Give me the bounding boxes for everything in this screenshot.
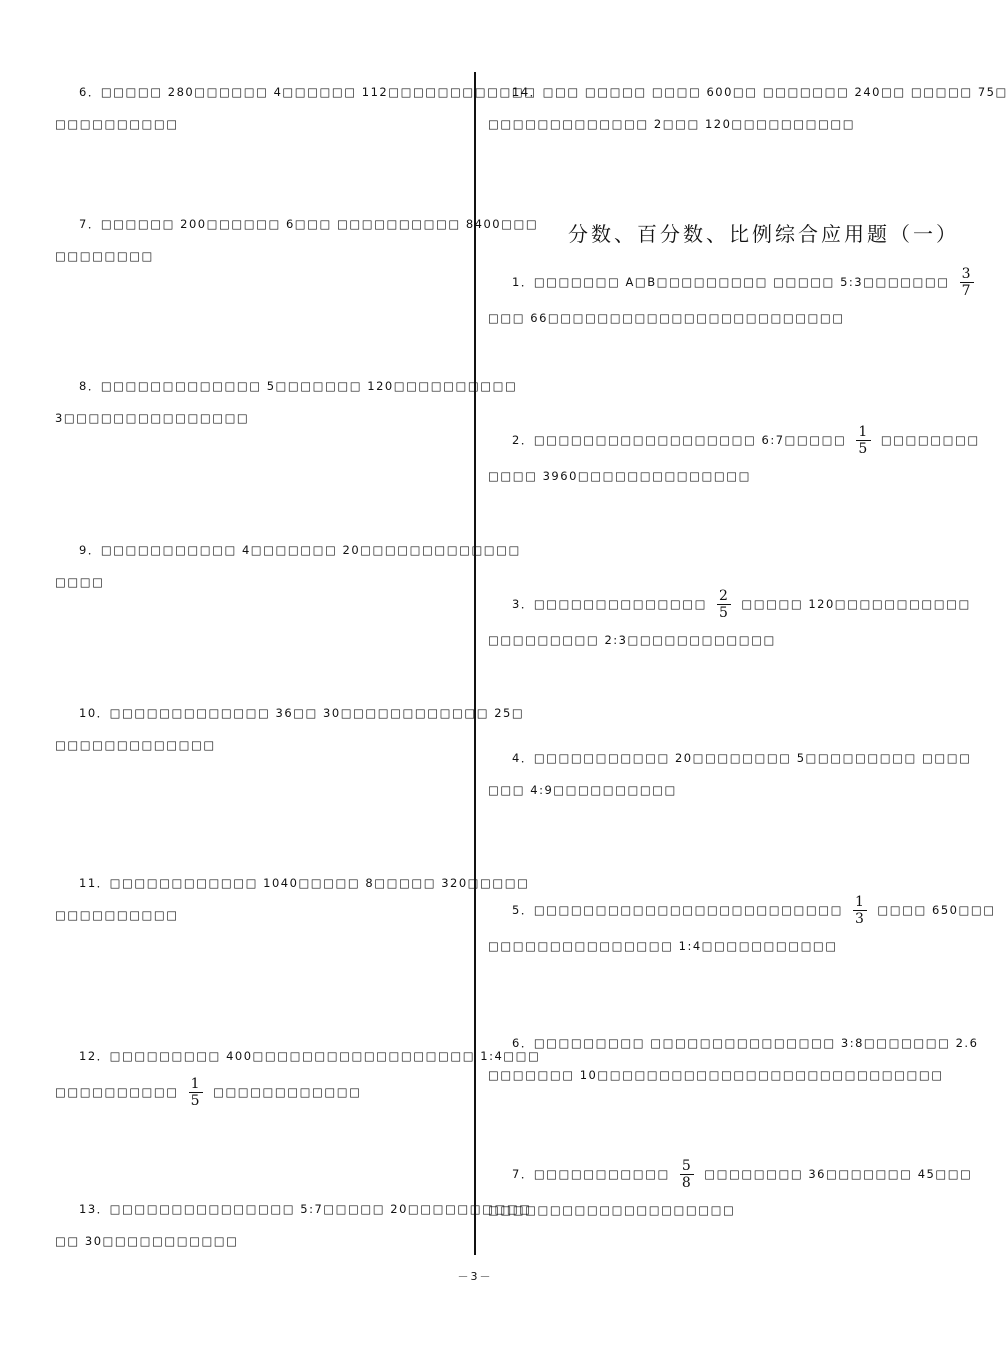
section-title: 分数、百分数、比例综合应用题（一） — [568, 222, 959, 246]
question-line: □□□□ — [55, 575, 105, 589]
question-line: 4．□□□□□□□□□□□ 20□□□□□□□□ 5□□□□□□□□□ □□□□ — [512, 751, 972, 765]
fraction-denominator: 8 — [681, 1175, 693, 1191]
question-text: 2．□□□□□□□□□□□□□□□□□□ 6:7□□□□□ — [512, 433, 847, 447]
question-line: □□□□□□□□□□□□□□□□□□□□ — [488, 1203, 736, 1217]
question-text: □□□□□□□□ 36□□□□□□□ 45□□□ — [704, 1167, 973, 1181]
question-line — [488, 584, 971, 624]
question-line: □□□□□□□□□ 2:3□□□□□□□□□□□□ — [488, 633, 776, 647]
fraction-numerator: 3 — [961, 266, 973, 282]
question-13-left — [55, 1193, 532, 1257]
question-line: □□□□□□□ 10□□□□□□□□□□□□□□□□□□□□□□□□□□□□ — [488, 1068, 944, 1082]
question-line — [55, 1072, 540, 1112]
question-line: 14．□□□ □□□□□ □□□□ 600□□ □□□□□□□ 240□□ □□□□□ 75□ — [512, 85, 1008, 99]
question-7-right — [488, 1154, 972, 1226]
question-line: □□□□□□□□□□ — [55, 117, 179, 131]
question-line: 12．□□□□□□□□□ 400□□□□□□□□□□□□□□□□□□ 1:4□□□ — [79, 1049, 541, 1063]
fraction — [856, 424, 870, 457]
fraction-numerator: 1 — [854, 894, 866, 910]
question-line: □□□□□□□□□□□□□ — [55, 738, 216, 752]
question-2-right — [488, 420, 980, 492]
question-line: 10．□□□□□□□□□□□□□ 36□□ 30□□□□□□□□□□□□ 25□ — [79, 706, 525, 720]
question-1-right — [488, 262, 984, 334]
question-line: □□□ 4:9□□□□□□□□□□ — [488, 783, 677, 797]
fraction-denominator: 7 — [961, 283, 973, 299]
question-line: □□□□□□□□□□□□□□□ 1:4□□□□□□□□□□□ — [488, 939, 838, 953]
fraction-numerator: 1 — [858, 424, 869, 440]
question-line — [488, 1154, 972, 1194]
fraction-denominator: 5 — [718, 605, 730, 621]
question-line: 11．□□□□□□□□□□□□ 1040□□□□□ 8□□□□□ 320□□□□□ — [79, 876, 530, 890]
question-11-left — [55, 867, 530, 931]
question-line: 3□□□□□□□□□□□□□□□ — [55, 411, 250, 425]
question-text: □□□□□□□□□□□□ — [213, 1085, 362, 1099]
question-line: 8．□□□□□□□□□□□□□ 5□□□□□□□ 120□□□□□□□□□□ — [79, 379, 518, 393]
fraction — [853, 894, 867, 927]
fraction-numerator: 5 — [681, 1158, 693, 1174]
question-line — [488, 890, 996, 930]
question-text: □□□□□ 120□□□□□□□□□□□ — [741, 597, 971, 611]
question-line: □□□ 66□□□□□□□□□□□□□□□□□□□□□□□□ — [488, 311, 845, 325]
question-text: □□□□ 650□□□ — [877, 903, 996, 917]
fraction — [189, 1076, 203, 1109]
question-6-left — [55, 76, 537, 140]
fraction — [717, 588, 731, 621]
question-line: 13．□□□□□□□□□□□□□□□ 5:7□□□□□ 20□□□□□□□□□□ — [79, 1202, 532, 1216]
question-line — [488, 420, 980, 460]
question-text: 3．□□□□□□□□□□□□□□ — [512, 597, 707, 611]
question-line — [488, 262, 984, 302]
question-line: 6．□□□□□ 280□□□□□□ 4□□□□□□ 112□□□□□□□□□□□□ — [79, 85, 537, 99]
question-10-left — [55, 697, 524, 761]
question-8-left — [55, 370, 517, 434]
question-text: □□□□□□□□ — [880, 433, 980, 447]
question-text: 1．□□□□□□□ A□B□□□□□□□□□ □□□□□ 5:3□□□□□□□ — [512, 275, 950, 289]
fraction-denominator: 3 — [854, 911, 866, 927]
question-6-right — [488, 1027, 978, 1091]
question-12-left — [55, 1040, 540, 1112]
fraction — [960, 266, 974, 299]
question-text: 5．□□□□□□□□□□□□□□□□□□□□□□□□□ — [512, 903, 843, 917]
fraction-numerator: 1 — [190, 1076, 202, 1092]
question-14-right — [488, 76, 1008, 140]
question-3-right — [488, 584, 971, 656]
question-line: □□ 30□□□□□□□□□□□ — [55, 1234, 239, 1248]
fraction-numerator: 2 — [718, 588, 730, 604]
question-text: □□□□□□□□□□ — [55, 1085, 179, 1099]
question-9-left — [55, 534, 521, 598]
question-line: 7．□□□□□□ 200□□□□□□ 6□□□ □□□□□□□□□□ 8400□□□ — [79, 217, 539, 231]
page-number: －3－ — [457, 1270, 493, 1283]
question-4-right — [488, 742, 971, 806]
question-line: □□□□□□□□ — [55, 249, 154, 263]
question-line: 6．□□□□□□□□□ □□□□□□□□□□□□□□□ 3:8□□□□□□□ 2.6 — [512, 1036, 979, 1050]
question-line: 9．□□□□□□□□□□□ 4□□□□□□□ 20□□□□□□□□□□□□□ — [79, 543, 521, 557]
question-5-right — [488, 890, 996, 962]
fraction — [680, 1158, 694, 1191]
question-text: 7．□□□□□□□□□□□ — [512, 1167, 670, 1181]
question-line: □□□□□□□□□□ — [55, 908, 179, 922]
question-line: □□□□ 3960□□□□□□□□□□□□□□ — [488, 469, 752, 483]
fraction-denominator: 5 — [190, 1093, 202, 1109]
question-line: □□□□□□□□□□□□□ 2□□□ 120□□□□□□□□□□ — [488, 117, 856, 131]
question-7-left — [55, 208, 538, 272]
fraction-denominator: 5 — [858, 441, 869, 457]
